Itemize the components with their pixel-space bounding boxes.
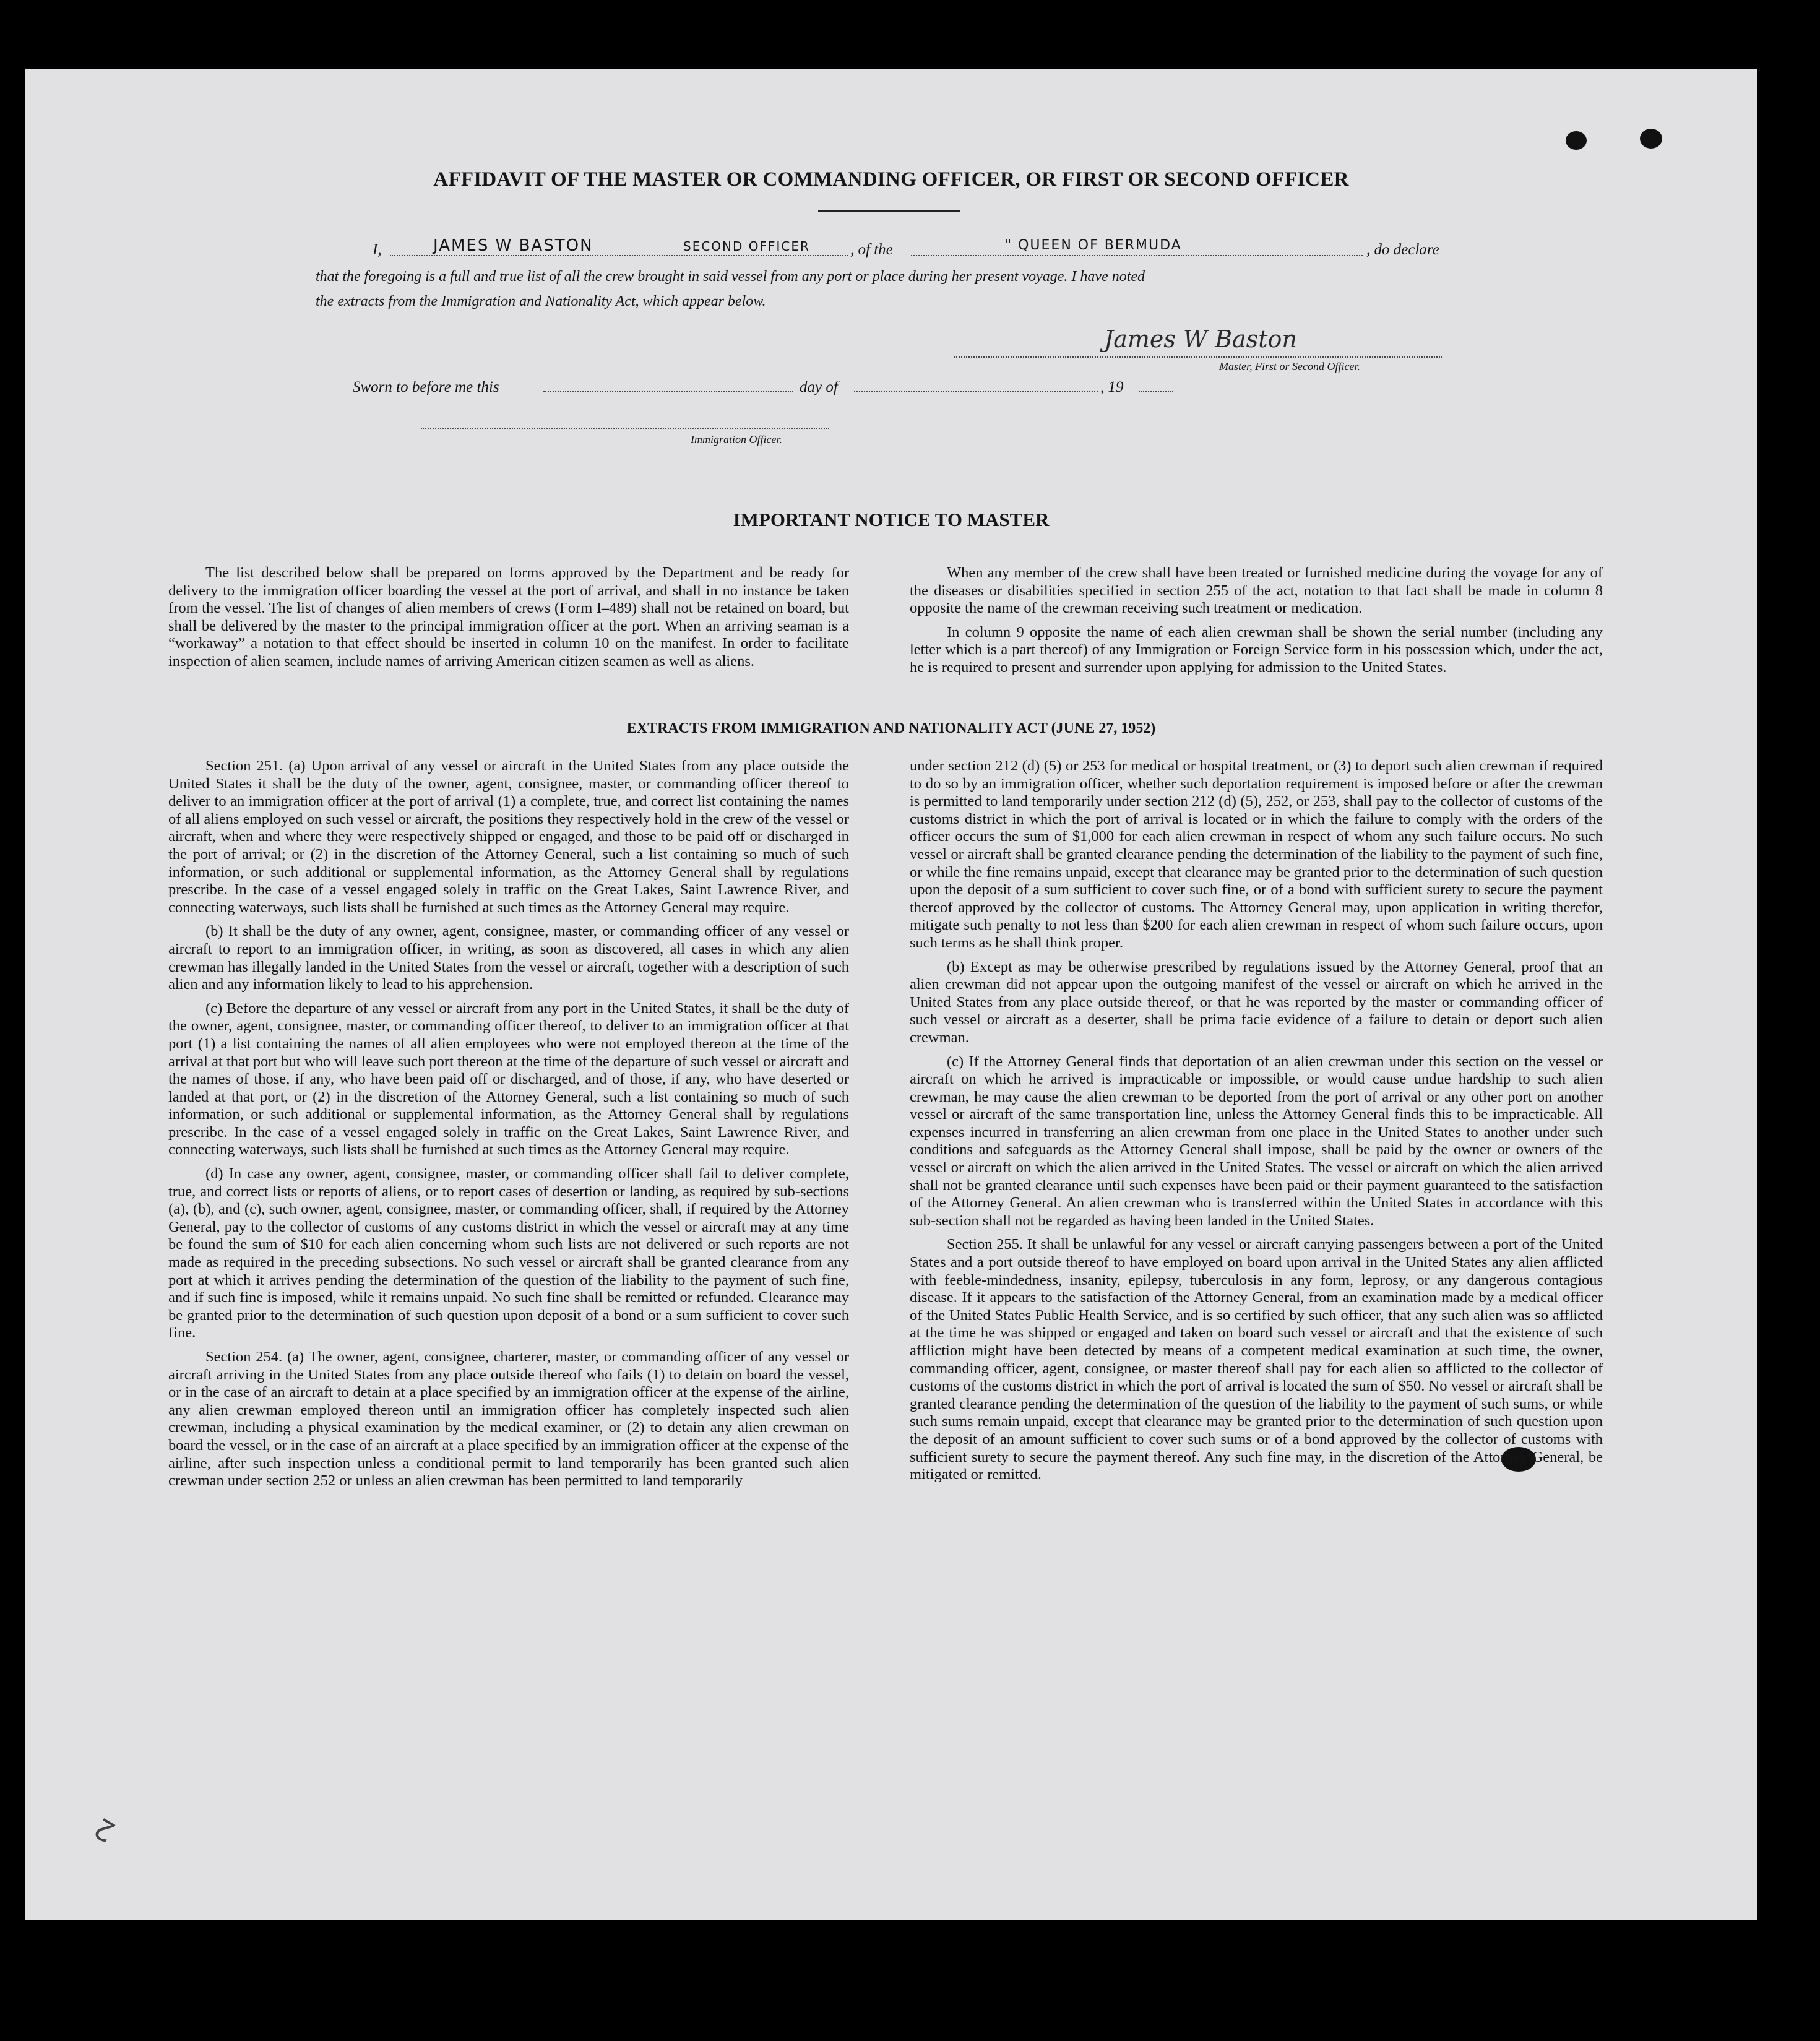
extracts-left-column <box>168 757 849 1496</box>
sworn-day-blank <box>543 391 793 392</box>
section-254-a-continued: under section 212 (d) (5) or 253 for medical or hospital treatment, or (3) to deport such alien crewman if required to do so by an immigration officer, whether such deportation requirement is imposed before or after the crewman is permitted to land temporarily under section 212 (d) (5), 252, or 253, shall pay to the collector of customs of the customs district in which the port of arrival is located or in which the failure to comply with the orders of the officer occurs the sum of $1,000 for each alien crewman in respect of whom any such failure occurs. No such vessel or aircraft shall be granted clearance pending the determination of the liability to the payment of such fine, or while the fine remains unpaid, except that clearance may be granted prior to the determination of such question upon the deposit of a sum sufficient to cover such fine, or of a bond with sufficient surety to secure the payment thereof approved by the collector of customs. The Attorney General may, upon application in writing therefor, mitigate such penalty to not less than $200 for each alien crewman in respect of whom such failure occurs, upon such terms as he shall think proper. <box>910 757 1603 951</box>
sworn-label: Sworn to before me this <box>353 379 499 395</box>
section-251-a: Section 251. (a) Upon arrival of any vessel or aircraft in the United States from any place outside the United States it shall be the duty of the owner, agent, consignee, master, or commanding officer thereof to deliver to an immigration officer at the port of arrival (1) a complete, true, and correct list containing the names of all aliens employed on such vessel or aircraft, the positions they respectively hold in the crew of the vessel or aircraft, when and where they were respectively shipped or engaged, and those to be paid off or discharged in the port of arrival; or (2) in the discretion of the Attorney General, such a list containing so much of such information, or such additional or supplemental information, as the Attorney General shall by regulations prescribe. In the case of a vessel engaged solely in traffic on the Great Lakes, Saint Lawrence River, and connecting waterways, such lists shall be furnished at such times as the Attorney General may require. <box>168 757 849 916</box>
officer-rank: SECOND OFFICER <box>683 239 810 254</box>
section-255: Section 255. It shall be unlawful for any vessel or aircraft carrying passengers between a port of the United States and a port outside thereof to have employed on board upon arrival in the United States any alien afflicted with feeble-mindedness, insanity, epilepsy, tuberculosis in any form, leprosy, or any dangerous contagious disease. If it appears to the satisfaction of the Attorney General, from an examination made by a medical officer of the United States Public Health Service, and is so certified by such officer, that any such alien was so afflicted at the time he was shipped or engaged and taken on board such vessel or aircraft and that the existence of such affliction might have been detected by means of a competent medical examination at such time, the owner, commanding officer, agent, consignee, or master thereof shall pay for each alien so afflicted to the collector of customs of the customs district in which the port of arrival is located the sum of $50. No vessel or aircraft shall be granted clearance pending the determination of the question of the liability to the payment of such sums, or while such sums remain unpaid, except that clearance may be granted prior to the determination of such question upon the deposit of an amount sufficient to cover such sums or of a bond approved by the collector of customs with sufficient surety to secure the payment thereof. Any such fine may, in the discretion of the Attorney General, be mitigated or remitted. <box>910 1236 1603 1483</box>
declare-label: , do declare <box>1366 241 1439 258</box>
document-page <box>25 69 1757 1920</box>
officer-signature: James W Baston <box>1104 326 1297 353</box>
section-251-c: (c) Before the departure of any vessel or aircraft from any port in the United States, it shall be the duty of the owner, agent, consignee, master, or commanding officer thereof, to deliver to an immigration officer at that port (1) a list containing the names of all alien employees who were not employed thereon at the time of the arrival at that port but who will leave such port thereon at the time of the departure of such vessel or aircraft and the names of those, if any, who have been paid off or discharged, and of those, if any, who have deserted or landed at that port, or (2) in the discretion of the Attorney General, such a list containing so much of such information, or such additional or supplemental information, as the Attorney General shall by regulations prescribe. In the case of a vessel engaged solely in traffic on the Great Lakes, Saint Lawrence River, and connecting waterways, such lists shall be furnished at such times as the Attorney General may require. <box>168 999 849 1159</box>
immigration-officer-caption: Immigration Officer. <box>691 433 782 446</box>
of-the-label: , of the <box>850 241 893 258</box>
immigration-officer-line <box>421 428 829 429</box>
signature-caption: Master, First or Second Officer. <box>1219 360 1360 373</box>
notice-left-column <box>168 564 849 677</box>
statement-line-1: that the foregoing is a full and true list of all the crew brought in said vessel from any port or place during her present voyage. I have noted <box>316 269 1145 285</box>
year-label: , 19 <box>1100 379 1124 395</box>
notice-title: IMPORTANT NOTICE TO MASTER <box>733 509 1050 530</box>
extracts-right-column <box>910 757 1603 1490</box>
name-blank <box>390 255 848 256</box>
section-251-b: (b) It shall be the duty of any owner, agent, consignee, master, or commanding officer of any vessel or aircraft to report to an immigration officer, in writing, as soon as discovered, all cases in which any alien crewman has illegally landed in the United States from the vessel or aircraft, together with a description of such alien and any information likely to lead to his apprehension. <box>168 923 849 993</box>
notice-right-column <box>910 564 1603 683</box>
notice-left-paragraph: The list described below shall be prepared on forms approved by the Department and be ready for delivery to the immigration officer boarding the vessel at the port of arrival, and shall in no instance be taken from the vessel. The list of changes of alien members of crews (Form I–489) shall not be retained on board, but shall be delivered by the master to the principal immigration officer at the port. When an arriving seaman is a “workaway” a notation to that effect should be inserted in column 10 on the manifest. In order to facilitate inspection of alien seamen, include names of arriving American citizen seamen as well as aliens. <box>168 564 849 670</box>
day-of-label: day of <box>800 379 838 395</box>
signature-line <box>954 356 1442 358</box>
i-label: I, <box>373 241 382 258</box>
ink-blot <box>1566 131 1587 150</box>
affidavit-title: AFFIDAVIT OF THE MASTER OR COMMANDING OFFICER, OR FIRST OR SECOND OFFICER <box>433 168 1349 191</box>
title-divider <box>818 210 960 212</box>
officer-name: JAMES W BASTON <box>433 236 593 255</box>
vessel-name: " QUEEN OF BERMUDA <box>1005 238 1182 253</box>
section-254-c: (c) If the Attorney General finds that deportation of an alien crewman under this section on the vessel or aircraft on which he arrived is impracticable or impossible, or would cause undue hardship to such alien crewman, he may cause the alien crewman to be deported from the port of arrival or any other port on another vessel or aircraft of the same transportation line, unless the Attorney General finds this to be impracticable. All expenses incurred in transferring an alien crewman from one place in the United States to another under such conditions and safeguards as the Attorney General shall impose, shall be paid by the owner or owners of the vessel or aircraft on which the alien arrived in the United States. The vessel or aircraft on which the alien arrived shall not be granted clearance until such expenses have been paid or their payment guaranteed to the satisfaction of the Attorney General. An alien crewman who is transferred within the United States in accordance with this sub-section shall not be regarded as having been landed in the United States. <box>910 1053 1603 1229</box>
statement-line-2: the extracts from the Immigration and Nationality Act, which appear below. <box>316 293 766 309</box>
section-251-d: (d) In case any owner, agent, consignee, master, or commanding officer shall fail to deliver complete, true, and correct lists or reports of aliens, or to report cases of desertion or landing, as required by sub-sections (a), (b), and (c), such owner, agent, consignee, master, or commanding officer, shall, if required by the Attorney General, pay to the collector of customs of any customs district in which the vessel or aircraft may at any time be found the sum of $10 for each alien concerning whom such lists are not delivered or such reports are not made as required in the preceding subsections. No such vessel or aircraft shall be granted clearance from any port at which it arrives pending the determination of the question of the liability to the payment of such fine, and if such fine is imposed, while it remains unpaid. No such fine shall be remitted or refunded. Clearance may be granted prior to the determination of such question upon deposit of a bond or a sum sufficient to cover such fine. <box>168 1165 849 1342</box>
section-254-a: Section 254. (a) The owner, agent, consignee, charterer, master, or commanding officer of any vessel or aircraft arriving in the United States from any place outside thereof who fails (1) to detain on board the vessel, or in the case of an aircraft to detain at a place specified by an immigration officer at the expense of the airline, any alien crewman employed thereon until an immigration officer has completely inspected such alien crewman, including a physical examination by the medical examiner, or (2) to detain any alien crewman on board the vessel, or in the case of an aircraft at a place specified by an immigration officer at the expense of the airline, after such inspection unless a conditional permit to land temporarily has been granted such alien crewman under section 252 or unless an alien crewman has been permitted to land temporarily <box>168 1348 849 1490</box>
notice-right-paragraph-2: In column 9 opposite the name of each alien crewman shall be shown the serial number (including any letter which is a part thereof) of any Immigration or Foreign Service form in his possession which, under the act, he is required to present and surrender upon applying for admission to the United States. <box>910 623 1603 676</box>
notice-right-paragraph-1: When any member of the crew shall have been treated or furnished medicine during the voyage for any of the diseases or disabilities specified in section 255 of the act, notation to that fact shall be made in column 8 opposite the name of the crewman receiving such treatment or medication. <box>910 564 1603 617</box>
section-254-b: (b) Except as may be otherwise prescribed by regulations issued by the Attorney General, proof that an alien crewman did not appear upon the outgoing manifest of the vessel or aircraft on which he arrived in the United States from any place outside thereof, or that he was reported by the master or commanding officer of such vessel or aircraft as a deserter, shall be prima facie evidence of a failure to detain or deport such alien crewman. <box>910 958 1603 1046</box>
sworn-year-blank <box>1139 391 1173 392</box>
sworn-month-blank <box>854 391 1098 392</box>
vessel-blank <box>911 255 1363 256</box>
extracts-title: EXTRACTS FROM IMMIGRATION AND NATIONALITY ACT (JUNE 27, 1952) <box>626 720 1156 736</box>
ink-blot <box>1640 129 1662 149</box>
margin-mark: 2 <box>88 1811 121 1849</box>
